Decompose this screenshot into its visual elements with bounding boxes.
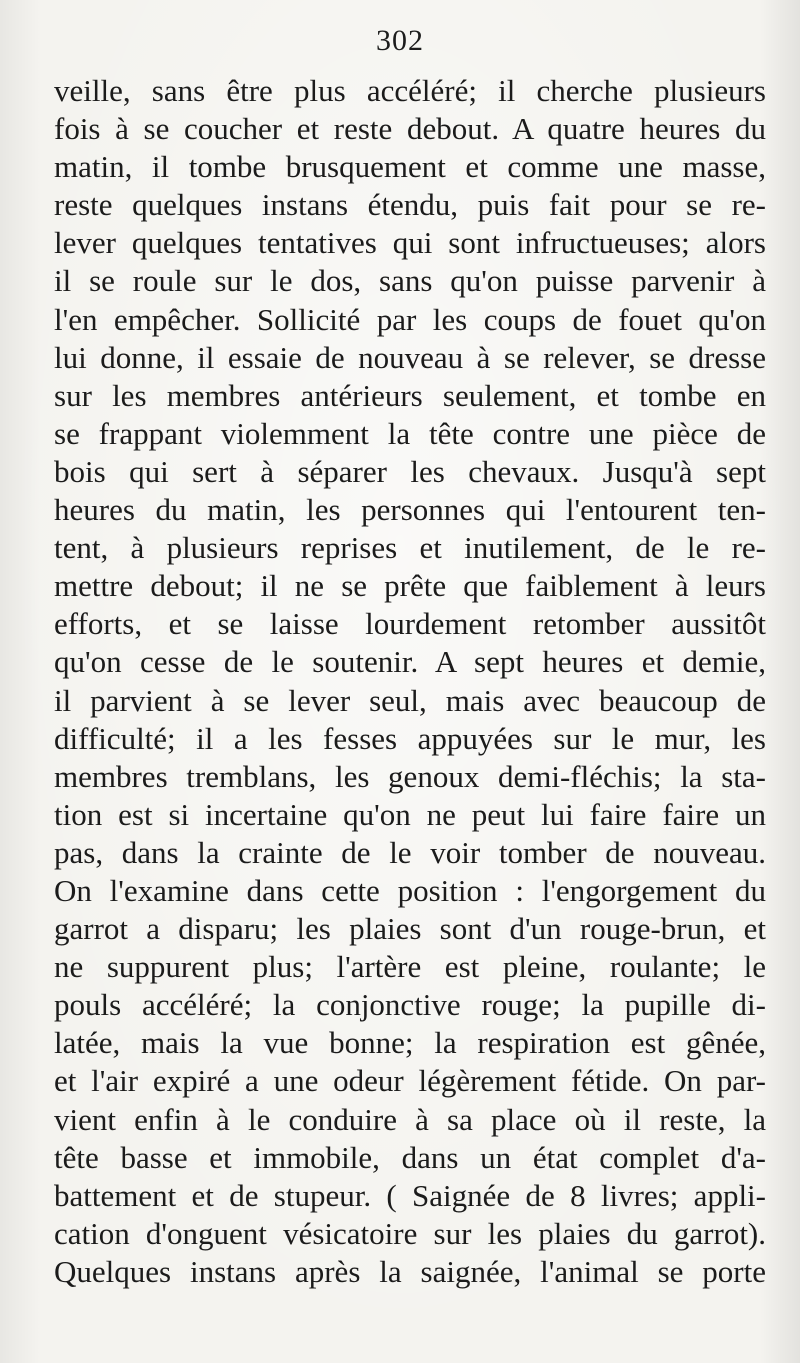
- text-line: efforts, et se laisse lourdement retomber aussitôt: [54, 606, 766, 642]
- text-line: vient enfin à le conduire à sa place où il reste, la: [54, 1101, 766, 1137]
- text-line: matin, il tombe brusquement et comme une masse,: [54, 149, 766, 185]
- text-line: tent, à plusieurs reprises et inutilement, de le re-: [54, 530, 766, 566]
- text-line: battement et de stupeur. ( Saignée de 8 livres; appli-: [54, 1177, 766, 1213]
- text-line: qu'on cesse de le soutenir. A sept heures et demie,: [54, 644, 766, 680]
- text-line: se frappant violemment la tête contre une pièce de: [54, 415, 766, 451]
- text-line: tête basse et immobile, dans un état complet d'a-: [54, 1139, 766, 1175]
- text-line: il se roule sur le dos, sans qu'on puisse parvenir à: [54, 263, 766, 299]
- text-line: heures du matin, les personnes qui l'entourent ten-: [54, 492, 766, 528]
- text-line: On l'examine dans cette position : l'engorgement du: [54, 872, 766, 908]
- text-line: Quelques instans après la saignée, l'animal se porte: [54, 1253, 766, 1289]
- page-number: 302: [376, 24, 424, 57]
- text-line: veille, sans être plus accéléré; il cherche plusieurs: [54, 73, 766, 108]
- text-line: pas, dans la crainte de le voir tomber de nouveau.: [54, 834, 766, 870]
- text-line: lui donne, il essaie de nouveau à se relever, se dresse: [54, 339, 766, 375]
- text-line: et l'air expiré a une odeur légèrement fétide. On par-: [54, 1063, 766, 1099]
- text-line: bois qui sert à séparer les chevaux. Jusqu'à sept: [54, 453, 766, 489]
- text-line: sur les membres antérieurs seulement, et tombe en: [54, 377, 766, 413]
- text-line: ne suppurent plus; l'artère est pleine, roulante; le: [54, 949, 766, 985]
- text-line: mettre debout; il ne se prête que faiblement à leurs: [54, 568, 766, 604]
- text-line: fois à se coucher et reste debout. A quatre heures du: [54, 111, 766, 147]
- text-line: tion est si incertaine qu'on ne peut lui faire faire un: [54, 796, 766, 832]
- text-line: latée, mais la vue bonne; la respiration est gênée,: [54, 1025, 766, 1061]
- text-line: lever quelques tentatives qui sont infructueuses; alors: [54, 225, 766, 261]
- body-text: [54, 72, 766, 1291]
- text-line: il parvient à se lever seul, mais avec beaucoup de: [54, 682, 766, 718]
- text-line: cation d'onguent vésicatoire sur les plaies du garrot).: [54, 1215, 766, 1251]
- text-line: l'en empêcher. Sollicité par les coups de fouet qu'on: [54, 301, 766, 337]
- text-line: membres tremblans, les genoux demi-fléchis; la sta-: [54, 758, 766, 794]
- text-line: reste quelques instans étendu, puis fait pour se re-: [54, 187, 766, 223]
- text-line: garrot a disparu; les plaies sont d'un rouge-brun, et: [54, 911, 766, 947]
- text-line: difficulté; il a les fesses appuyées sur le mur, les: [54, 720, 766, 756]
- text-line: pouls accéléré; la conjonctive rouge; la pupille di-: [54, 987, 766, 1023]
